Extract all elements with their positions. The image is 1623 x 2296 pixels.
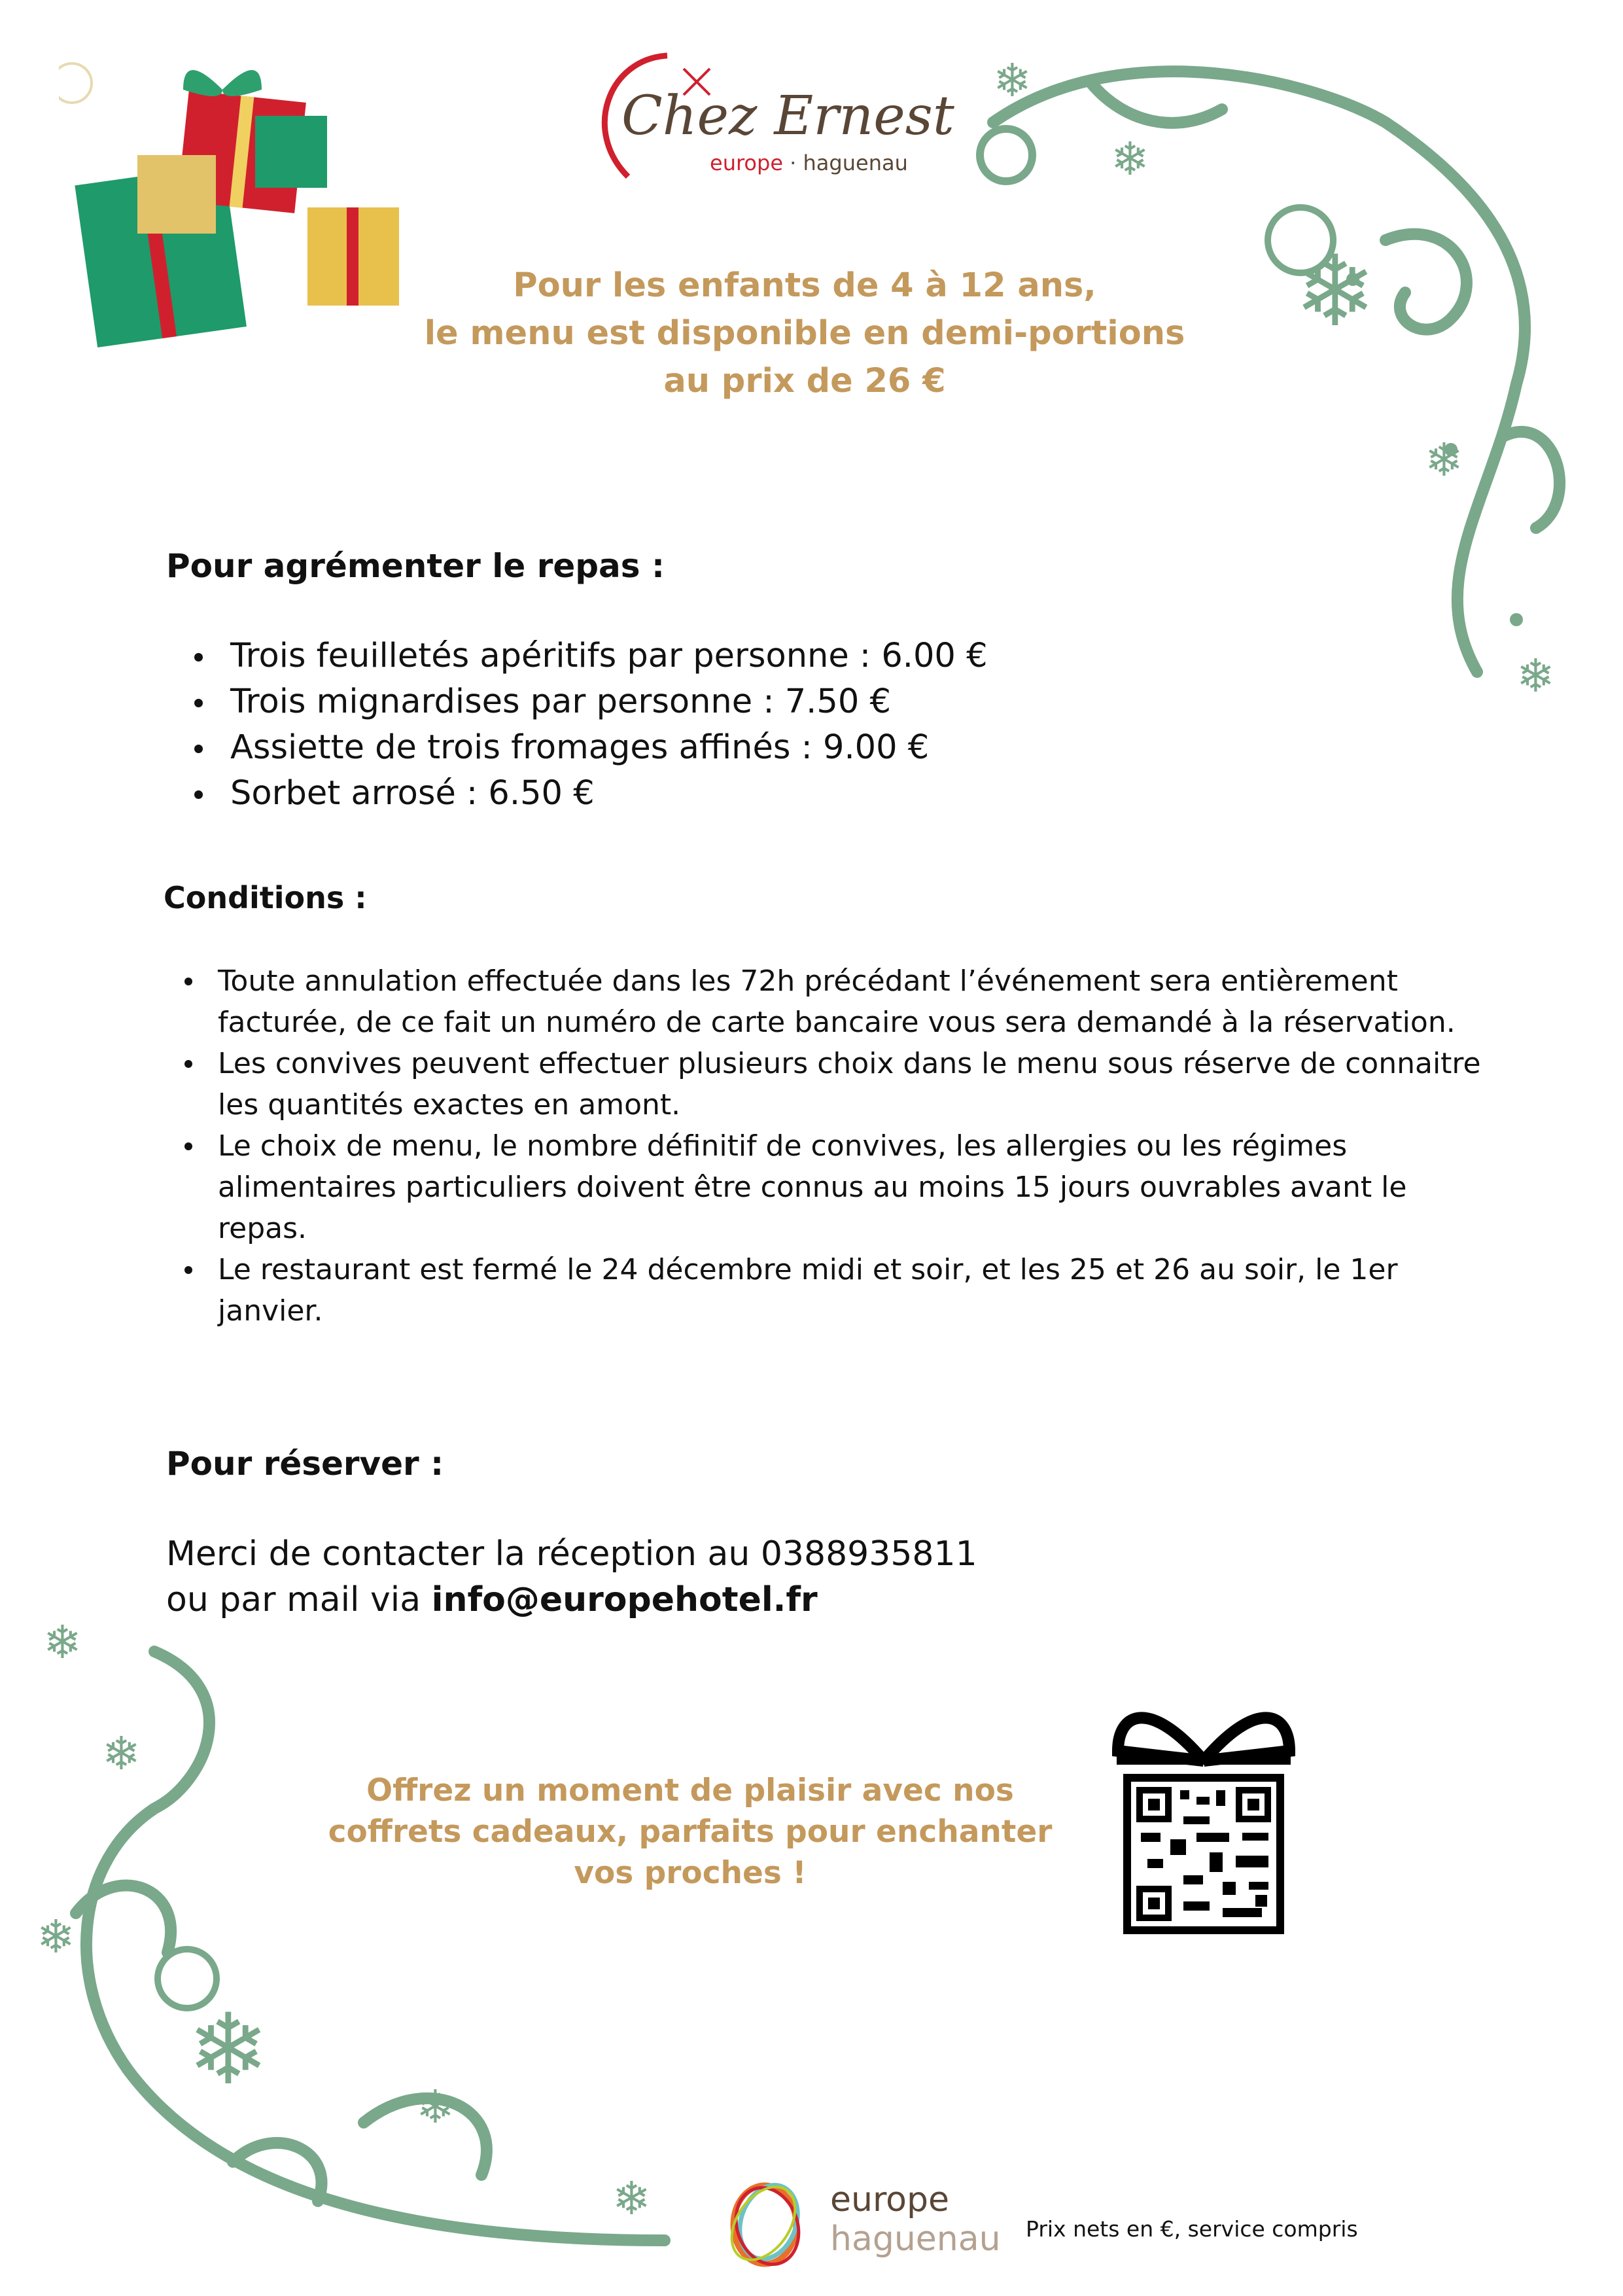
list-item: Les convives peuvent effectuer plusieurs choix dans le menu sous réserve de connaitre les quantités exactes en amont. bbox=[164, 1043, 1485, 1125]
list-item: Assiette de trois fromages affinés : 9.00 € bbox=[171, 725, 988, 771]
reserve-email-link[interactable]: info@europehotel.fr bbox=[431, 1580, 818, 1619]
conditions-list bbox=[164, 961, 1485, 1332]
svg-text:❄: ❄ bbox=[1294, 235, 1376, 349]
extras-title: Pour agrémenter le repas : bbox=[166, 547, 665, 585]
gift-voucher-text bbox=[298, 1770, 1083, 1894]
list-item: Trois mignardises par personne : 7.50 € bbox=[171, 679, 988, 725]
kids-notice-line: au prix de 26 € bbox=[663, 362, 946, 400]
qr-code-icon bbox=[1111, 1686, 1296, 1937]
svg-text:❄: ❄ bbox=[43, 1616, 82, 1669]
logo-subtitle: europe · haguenau bbox=[710, 150, 908, 175]
rings-logo-icon bbox=[725, 2179, 811, 2270]
svg-text:❄: ❄ bbox=[612, 2172, 651, 2225]
kids-notice-line: le menu est disponible en demi-portions bbox=[424, 314, 1185, 353]
svg-text:❄: ❄ bbox=[1111, 132, 1149, 186]
list-item: Trois feuilletés apéritifs par personne : 6.00 € bbox=[171, 633, 988, 679]
logo-top-text: europe bbox=[830, 2180, 949, 2219]
logo-sub-left: europe bbox=[710, 150, 783, 175]
gift-line: Offrez un moment de plaisir avec nos bbox=[366, 1773, 1014, 1809]
svg-text:❄: ❄ bbox=[102, 1727, 141, 1780]
reserve-phone-line: Merci de contacter la réception au 0388935811 bbox=[166, 1534, 977, 1574]
svg-text:❄: ❄ bbox=[37, 1910, 75, 1964]
svg-text:❄: ❄ bbox=[187, 1993, 270, 2107]
extras-list bbox=[171, 633, 988, 817]
list-item: Le choix de menu, le nombre définitif de convives, les allergies ou les régimes alimentaires particuliers doivent être connus au moins 15 jours ouvrables avant le repas. bbox=[164, 1125, 1485, 1249]
svg-text:❄: ❄ bbox=[1425, 433, 1463, 487]
kids-notice-line: Pour les enfants de 4 à 12 ans, bbox=[513, 266, 1096, 305]
list-item: Sorbet arrosé : 6.50 € bbox=[171, 771, 988, 817]
chez-ernest-logo bbox=[582, 52, 954, 183]
logo-name: Chez Ernest bbox=[621, 85, 954, 147]
reserve-title: Pour réserver : bbox=[166, 1445, 444, 1483]
svg-text:❄: ❄ bbox=[1516, 649, 1555, 703]
conditions-title: Conditions : bbox=[164, 880, 367, 915]
europe-haguenau-logo bbox=[725, 2179, 1000, 2270]
kids-notice bbox=[327, 262, 1282, 405]
price-note: Prix nets en €, service compris bbox=[1026, 2216, 1358, 2242]
gift-line: coffrets cadeaux, parfaits pour enchanter bbox=[328, 1814, 1053, 1850]
svg-text:❄: ❄ bbox=[416, 2080, 455, 2134]
list-item: Le restaurant est fermé le 24 décembre midi et soir, et les 25 et 26 au soir, le 1er janvier. bbox=[164, 1249, 1485, 1332]
snowflake-swirl-ornament-bottom bbox=[37, 1612, 697, 2273]
reserve-mail-prefix: ou par mail via bbox=[166, 1580, 432, 1619]
logo-sub-right: haguenau bbox=[803, 150, 908, 175]
list-item: Toute annulation effectuée dans les 72h précédant l’événement sera entièrement facturée, de ce fait un numéro de carte bancaire vous sera demandé à la réservation. bbox=[164, 961, 1485, 1043]
reserve-contact bbox=[166, 1531, 977, 1623]
gift-line: vos proches ! bbox=[574, 1855, 807, 1891]
gift-qr-code[interactable] bbox=[1111, 1686, 1296, 1937]
logo-bottom-text: haguenau bbox=[830, 2219, 1001, 2259]
svg-text:❄: ❄ bbox=[993, 54, 1032, 107]
